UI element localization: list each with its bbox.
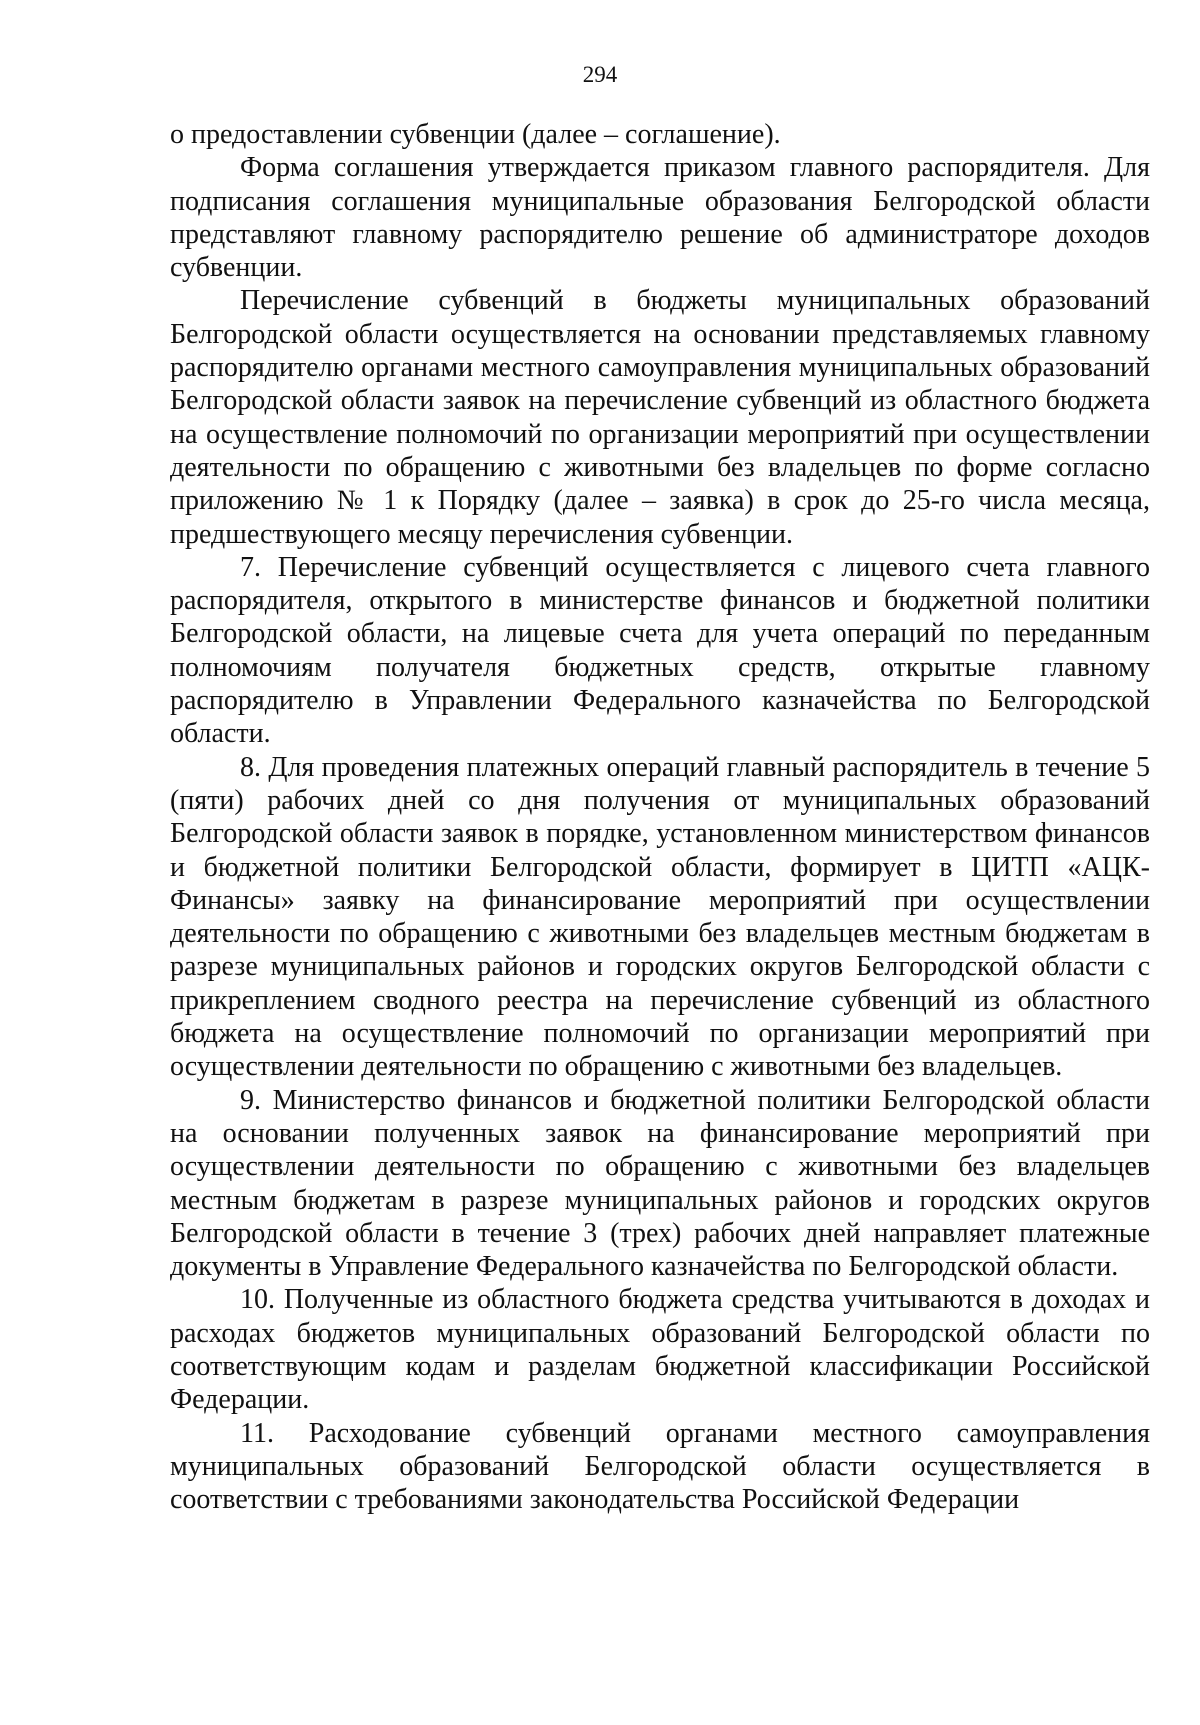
- page-number: 294: [582, 62, 618, 87]
- paragraph-item-9: 9. Министерство финансов и бюджетной политики Белгородской области на основании полученных заявок на финансирование мероприятий при осуществлении деятельности по обращению с животными без владельцев местным бюджетам в разрезе муниципальных районов и городских округов Белгородской области в течение 3 (трех) рабочих дней направляет платежные документы в Управление Федерального казначейства по Белгородской области.: [170, 1084, 1150, 1283]
- paragraph-agreement-form: Форма соглашения утверждается приказом главного распорядителя. Для подписания соглашения муниципальные образования Белгородской области представляют главному распорядителю решение об администраторе доходов субвенции.: [170, 152, 1150, 284]
- paragraph-item-8: 8. Для проведения платежных операций главный распорядитель в течение 5 (пяти) рабочих дней со дня получения от муниципальных образований Белгородской области заявок в порядке, установленном министерством финансов и бюджетной политики Белгородской области, формирует в ЦИТП «АЦК-Финансы» заявку на финансирование мероприятий при осуществлении деятельности по обращению с животными без владельцев местным бюджетам в разрезе муниципальных районов и городских округов Белгородской области с прикреплением сводного реестра на перечисление субвенций из областного бюджета на осуществление полномочий по организации мероприятий при осуществлении деятельности по обращению с животными без владельцев.: [170, 751, 1150, 1083]
- paragraph-item-7: 7. Перечисление субвенций осуществляется с лицевого счета главного распорядителя, открытого в министерстве финансов и бюджетной политики Белгородской области, на лицевые счета для учета операций по переданным полномочиям получателя бюджетных средств, открытые главному распорядителю в Управлении Федерального казначейства по Белгородской области.: [170, 551, 1150, 750]
- paragraph-item-11: 11. Расходование субвенций органами местного самоуправления муниципальных образований Белгородской области осуществляется в соответствии с требованиями законодательства Российской Федерации: [170, 1417, 1150, 1516]
- paragraph-item-10: 10. Полученные из областного бюджета средства учитываются в доходах и расходах бюджетов муниципальных образований Белгородской области по соответствующим кодам и разделам бюджетной классификации Российской Федерации.: [170, 1284, 1150, 1416]
- body-text: [170, 118, 1150, 1516]
- paragraph-transfer-of-subventions: Перечисление субвенций в бюджеты муниципальных образований Белгородской области осуществляется на основании представляемых главному распорядителю органами местного самоуправления муниципальных образований Белгородской области заявок на перечисление субвенций из областного бюджета на осуществление полномочий по организации мероприятий при осуществлении деятельности по обращению с животными без владельцев по форме согласно приложению № 1 к Порядку (далее – заявка) в срок до 25-го числа месяца, предшествующего месяцу перечисления субвенции.: [170, 285, 1150, 550]
- paragraph-continuation: о предоставлении субвенции (далее – соглашение).: [170, 119, 781, 150]
